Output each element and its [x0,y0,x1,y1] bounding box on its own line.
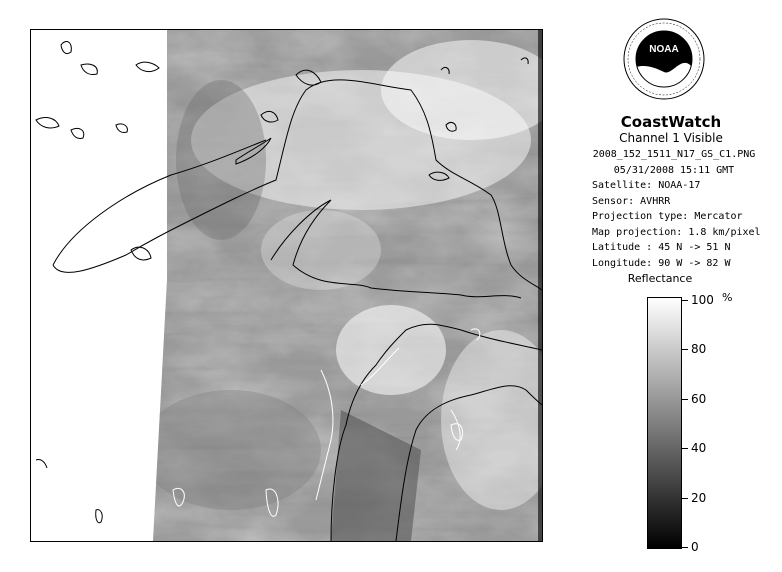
map-projection-text: Map projection: 1.8 km/pixel [592,226,761,238]
sensor-text: Sensor: AVHRR [592,195,671,207]
satellite-text: Satellite: NOAA-17 [592,180,701,191]
colorbar-tick-label: 40 [691,441,707,455]
filename-text: 2008_152_1511_N17_GS_C1.PNG [592,149,756,160]
colorbar-tick [682,448,688,449]
colorbar-tick-label: 20 [691,491,707,505]
satellite-image [30,29,543,542]
metadata-panel [566,147,782,271]
legend-title: Reflectance [627,272,693,285]
colorbar-tick-label: 100 [691,293,714,307]
colorbar-tick-label: 80 [691,342,707,356]
legend-unit: % [722,291,733,304]
channel-label: Channel 1 Visible [619,131,723,145]
datetime-text: 05/31/2008 15:11 GMT [613,164,735,176]
colorbar-tick [682,547,688,548]
colorbar-tick [682,399,688,400]
colorbar-tick-label: 0 [691,540,699,554]
colorbar-tick [682,300,688,301]
longitude-text: Longitude: 90 W -> 82 W [592,257,731,269]
brand-title: CoastWatch [620,113,722,131]
imagery-swath [31,30,542,541]
colorbar-tick [682,498,688,499]
colorbar-tick [682,349,688,350]
reflectance-colorbar [647,297,682,549]
swath-edge [538,30,542,541]
projection-type-text: Projection type: Mercator [592,211,743,222]
map-svg [31,30,542,541]
colorbar-tick-label: 60 [691,392,707,406]
logo-center-text: NOAA [649,44,679,55]
noaa-logo-icon [622,16,706,106]
latitude-text: Latitude : 45 N -> 51 N [592,242,731,253]
